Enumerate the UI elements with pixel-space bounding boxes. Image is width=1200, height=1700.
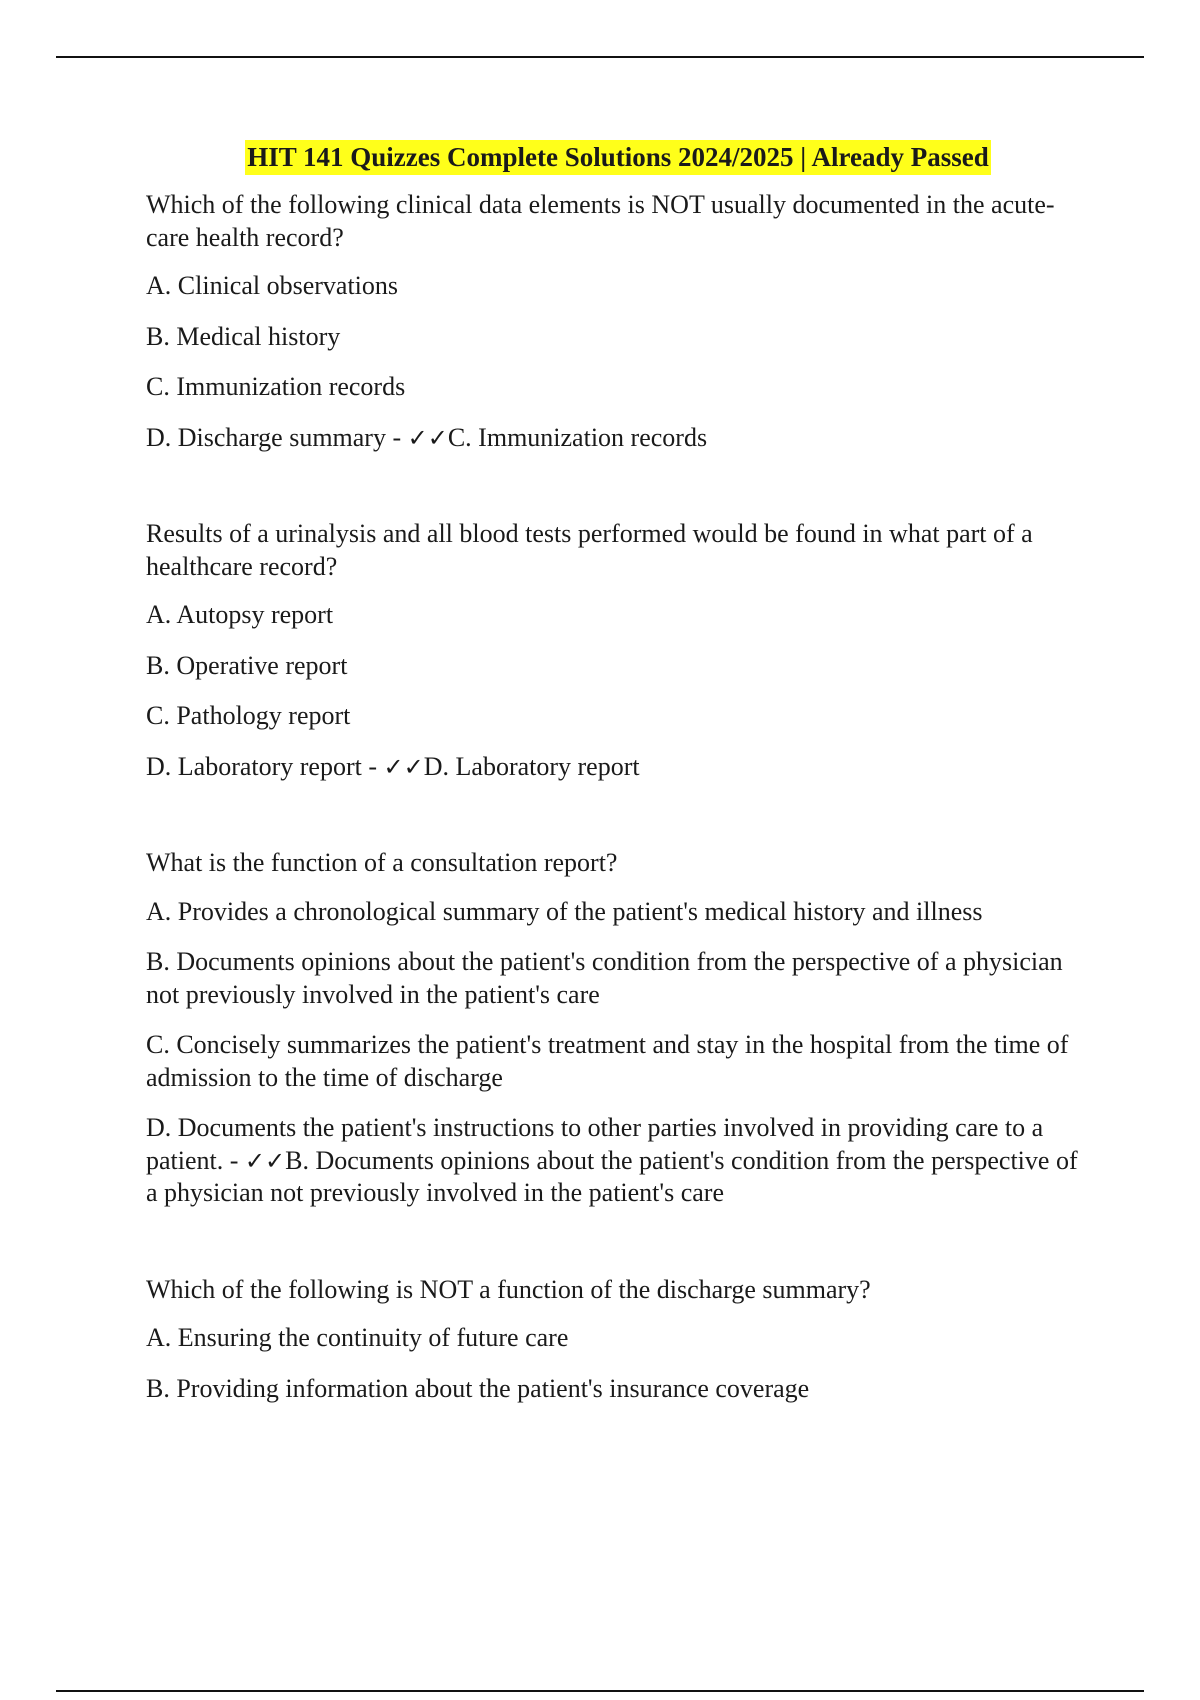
question-block-2 (146, 518, 1090, 783)
option-c: C. Immunization records (146, 372, 406, 402)
document-body (146, 140, 1090, 1469)
option-d: D. Documents the patient's instructions to other parties involved in providing care to a patient. - (146, 1113, 1044, 1175)
question-text: Which of the following clinical data elements is NOT usually documented in the acute-care health record? (146, 190, 1055, 252)
option-b: B. Documents opinions about the patient's condition from the perspective of a physician not previously involved in the patient's care (146, 947, 1063, 1009)
question-text: What is the function of a consultation report? (146, 848, 618, 878)
option-a: A. Ensuring the continuity of future care (146, 1323, 569, 1353)
option-a: A. Provides a chronological summary of the patient's medical history and illness (146, 896, 983, 926)
option-d-with-answer (146, 422, 1090, 455)
checkmark-icon: ✓✓ (244, 1146, 286, 1175)
question-text: Results of a urinalysis and all blood tests performed would be found in what part of a healthcare record? (146, 519, 1033, 581)
title-container (146, 140, 1090, 175)
question-text: Which of the following is NOT a function of the discharge summary? (146, 1274, 871, 1304)
option-b: B. Operative report (146, 650, 348, 680)
option-d: D. Discharge summary - (146, 422, 408, 452)
option-d-with-answer (146, 751, 1090, 784)
correct-answer: C. Immunization records (447, 422, 708, 452)
question-block-1 (146, 189, 1090, 454)
question-block-3 (146, 847, 1090, 1210)
checkmark-icon: ✓✓ (407, 423, 448, 452)
option-b: B. Medical history (146, 321, 341, 351)
option-b: B. Providing information about the patient's insurance coverage (146, 1373, 810, 1403)
option-c: C. Pathology report (146, 701, 351, 731)
option-a: A. Clinical observations (146, 271, 399, 301)
option-a: A. Autopsy report (146, 600, 334, 630)
option-c: C. Concisely summarizes the patient's treatment and stay in the hospital from the time of admission to the time of discharge (146, 1030, 1069, 1092)
checkmark-icon: ✓✓ (383, 752, 424, 781)
option-d: D. Laboratory report - (146, 751, 384, 781)
document-title: HIT 141 Quizzes Complete Solutions 2024/2025 | Already Passed (245, 140, 991, 175)
bottom-rule (56, 1690, 1144, 1692)
correct-answer: B. Documents opinions about the patient's condition from the perspective of a physician not previously involved in the patient's care (146, 1145, 1078, 1208)
correct-answer: D. Laboratory report (423, 751, 640, 781)
top-rule (56, 56, 1144, 58)
option-d-with-answer (146, 1112, 1090, 1210)
question-block-4 (146, 1274, 1090, 1406)
